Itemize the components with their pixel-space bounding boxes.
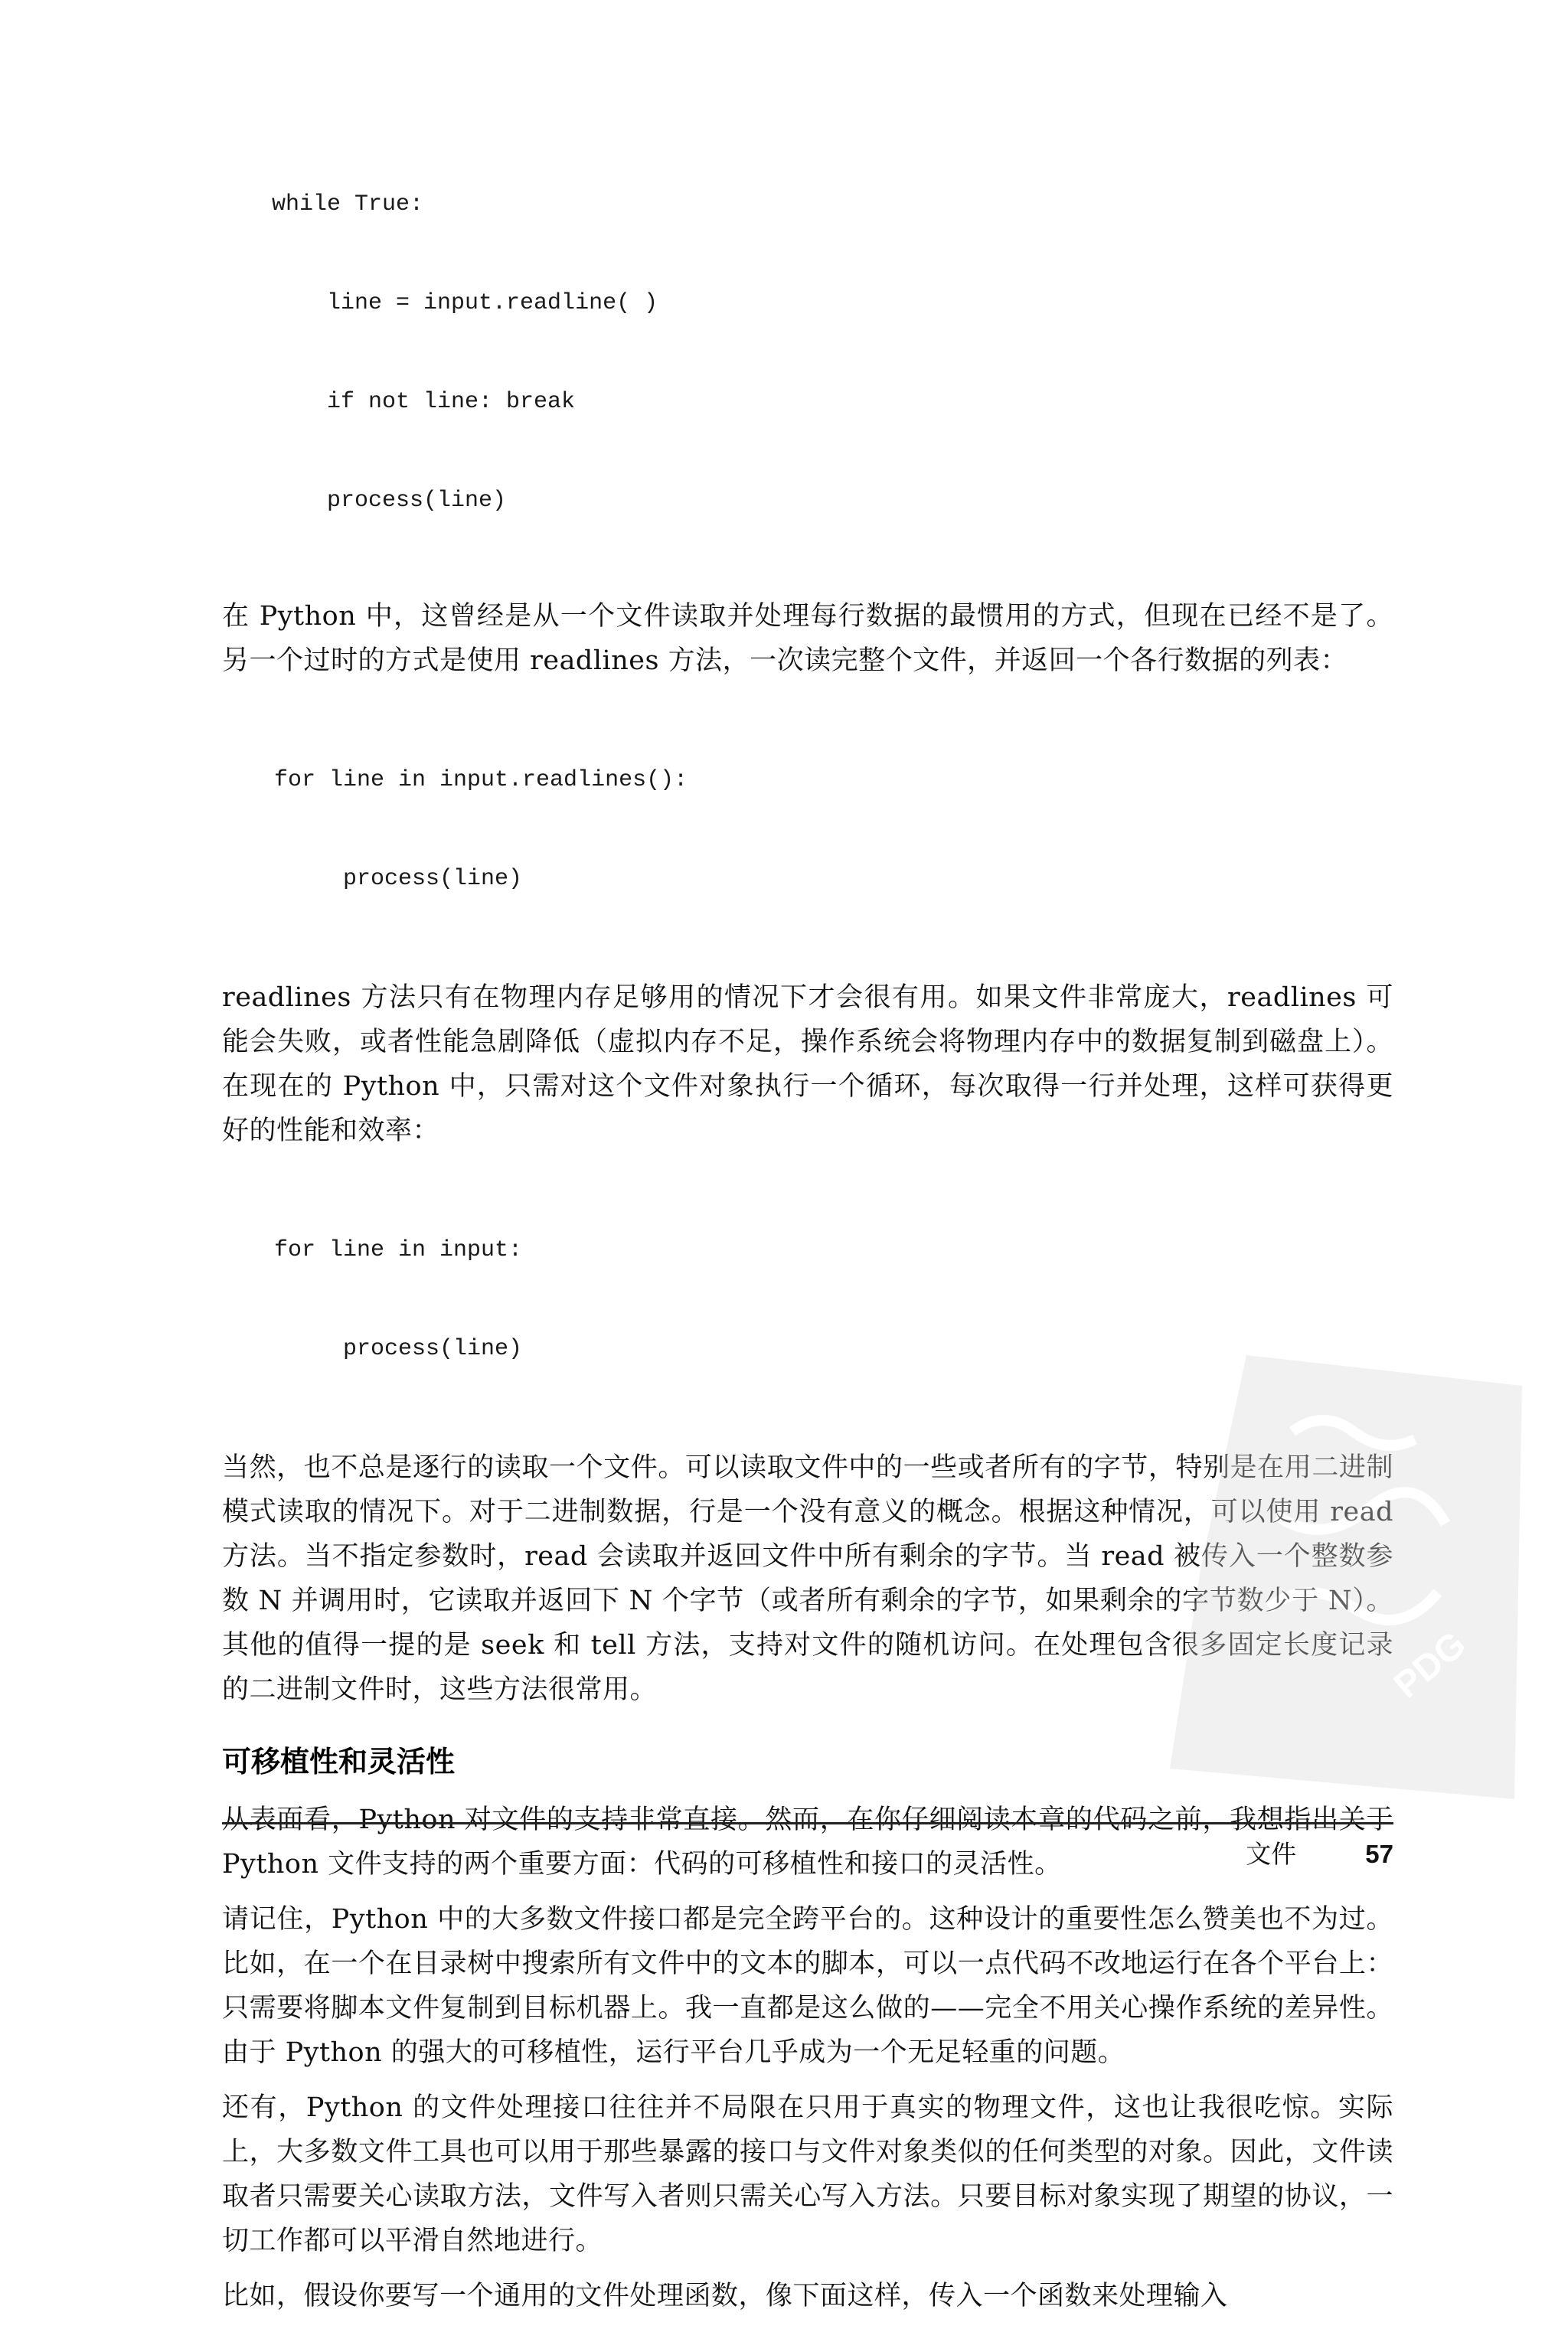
watermark-text: PDG	[1387, 1623, 1474, 1707]
footer-rule	[222, 1822, 1393, 1824]
page-number: 57	[1365, 1840, 1393, 1868]
paragraph-read-methods: 当然，也不总是逐行的读取一个文件。可以读取文件中的一些或者所有的字节，特别是在用二进制模式读取的情况下。对于二进制数据，行是一个没有意义的概念。根据这种情况，可以使用 read 方法。当不指定参数时，read 会读取并返回文件中所有剩余的字节。当 read 被传入一个整数参数 N 并调用时，它读取并返回下 N 个字节（或者所有剩余的字节，如果剩余的字节数少于 N）。其他的值得一提的是 seek 和 tell 方法，支持对文件的随机访问。在处理包含很多固定长度记录的二进制文件时，这些方法很常用。	[222, 1452, 1393, 1705]
code-block-readlines	[274, 698, 1393, 962]
code-line: process(line)	[274, 866, 523, 892]
section-heading: 可移植性和灵活性	[222, 1745, 456, 1779]
code-line: process(line)	[272, 488, 507, 514]
paragraph-readline-note: 在 Python 中，这曾经是从一个文件读取并处理每行数据的最惯用的方式，但现在已经不是了。另一个过时的方式是使用 readlines 方法，一次读完整个文件，并返回一个各行数据的列表：	[222, 601, 1393, 676]
footer-section-title: 文件	[1246, 1839, 1297, 1869]
paragraph-intro-portability: 从表面看，Python 对文件的支持非常直接。然而，在你仔细阅读本章的代码之前，我想指出关于 Python 文件支持的两个重要方面：代码的可移植性和接口的灵活性。	[222, 1805, 1393, 1880]
code-line: line = input.readline( )	[272, 290, 658, 316]
paragraph-readlines-memory: readlines 方法只有在物理内存足够用的情况下才会很有用。如果文件非常庞大，readlines 可能会失败，或者性能急剧降低（虚拟内存不足，操作系统会将物理内存中的数据复制到磁盘上）。在现在的 Python 中，只需对这个文件对象执行一个循环，每次取得一行并处理，这样可获得更好的性能和效率：	[222, 982, 1393, 1146]
code-line: for line in input:	[274, 1237, 523, 1263]
page-footer	[1246, 1839, 1393, 1870]
paragraph-example-intro: 比如，假设你要写一个通用的文件处理函数，像下面这样，传入一个函数来处理输入	[222, 2281, 1228, 2311]
code-line: if not line: break	[272, 389, 576, 415]
paragraph-file-like-objects: 还有，Python 的文件处理接口往往并不局限在只用于真实的物理文件，这也让我很吃惊。实际上，大多数文件工具也可以用于那些暴露的接口与文件对象类似的任何类型的对象。因此，文件读取者只需要关心读取方法，文件写入者则只需关心写入方法。只要目标对象实现了期望的协议，一切工作都可以平滑自然地进行。	[222, 2092, 1393, 2256]
code-line: for line in input.readlines():	[274, 767, 688, 793]
code-line: while True:	[272, 191, 424, 217]
paragraph-cross-platform: 请记住，Python 中的大多数文件接口都是完全跨平台的。这种设计的重要性怎么赞美也不为过。比如，在一个在目录树中搜索所有文件中的文本的脚本，可以一点代码不改地运行在各个平台上：只需要将脚本文件复制到目标机器上。我一直都是这么做的——完全不用关心操作系统的差异性。由于 Python 的强大的可移植性，运行平台几乎成为一个无足轻重的问题。	[222, 1904, 1393, 2068]
code-block-file-iteration	[274, 1168, 1393, 1432]
code-block-while-loop	[272, 122, 1393, 583]
code-line: process(line)	[274, 1336, 523, 1362]
page-content	[222, 122, 1393, 2329]
